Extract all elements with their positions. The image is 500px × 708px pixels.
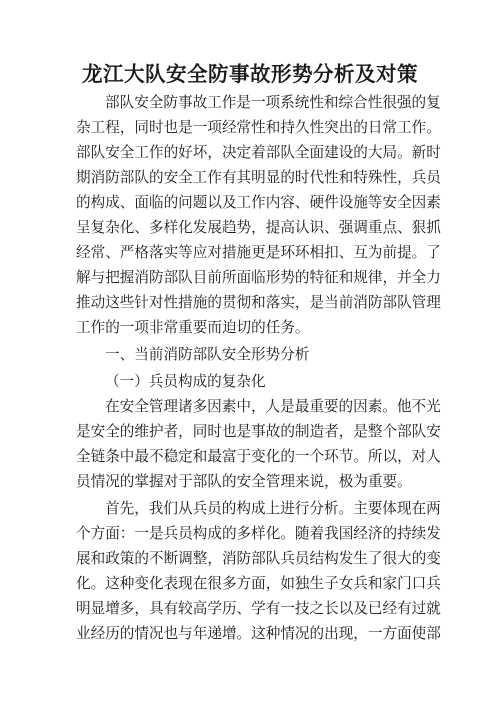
text-line: 明显增多，具有较高学历、学有一技之长以及已经有过就 (76, 600, 441, 617)
text-line: 员情况的掌握对于部队的安全管理来说，极为重要。 (76, 473, 412, 490)
text-line: 是安全的维护者，同时也是事故的制造者，是整个部队安 (76, 423, 441, 440)
text-line: 部队安全防事故工作是一项系统性和综合性很强的复 (105, 94, 441, 111)
text-line: 首先，我们从兵员的构成上进行分析。主要体现在两 (105, 500, 441, 517)
text-line: 推动这些针对性措施的贯彻和落实，是当前消防部队管理 (76, 294, 441, 311)
text-line: 个方面：一是兵员构成的多样化。随着我国经济的持续发 (76, 525, 441, 542)
text-line: 全链条中最不稳定和最富于变化的一个环节。所以，对人 (76, 448, 441, 465)
text-line: 期消防部队的安全工作有其明显的时代性和特殊性，兵员 (76, 169, 441, 186)
text-line: 杂工程，同时也是一项经常性和持久性突出的日常工作。 (76, 119, 441, 136)
subsection-heading: （一）兵员构成的复杂化 (105, 373, 266, 390)
text-line: 业经历的情况也与年递增。这种情况的出现，一方面使部 (76, 625, 441, 642)
text-line: 呈复杂化、多样化发展趋势，提高认识、强调重点、狠抓 (76, 219, 441, 236)
text-line: 在安全管理诸多因素中，人是最重要的因素。他不光 (105, 398, 441, 415)
text-line: 部队安全工作的好坏，决定着部队全面建设的大局。新时 (76, 144, 441, 161)
text-line: 工作的一项非常重要而迫切的任务。 (76, 319, 310, 336)
text-line: 解与把握消防部队目前所面临形势的特征和规律，并全力 (76, 269, 441, 286)
text-line: 经常、严格落实等应对措施更是环环相扣、互为前提。了 (76, 244, 441, 261)
text-line: 的构成、面临的问题以及工作内容、硬件设施等安全因素 (76, 194, 441, 211)
document-title: 龙江大队安全防事故形势分析及对策 (82, 62, 418, 86)
text-line: 展和政策的不断调整，消防部队兵员结构发生了很大的变 (76, 550, 441, 567)
section-heading: 一、当前消防部队安全形势分析 (105, 346, 310, 363)
text-line: 化。这种变化表现在很多方面，如独生子女兵和家门口兵 (76, 575, 441, 592)
